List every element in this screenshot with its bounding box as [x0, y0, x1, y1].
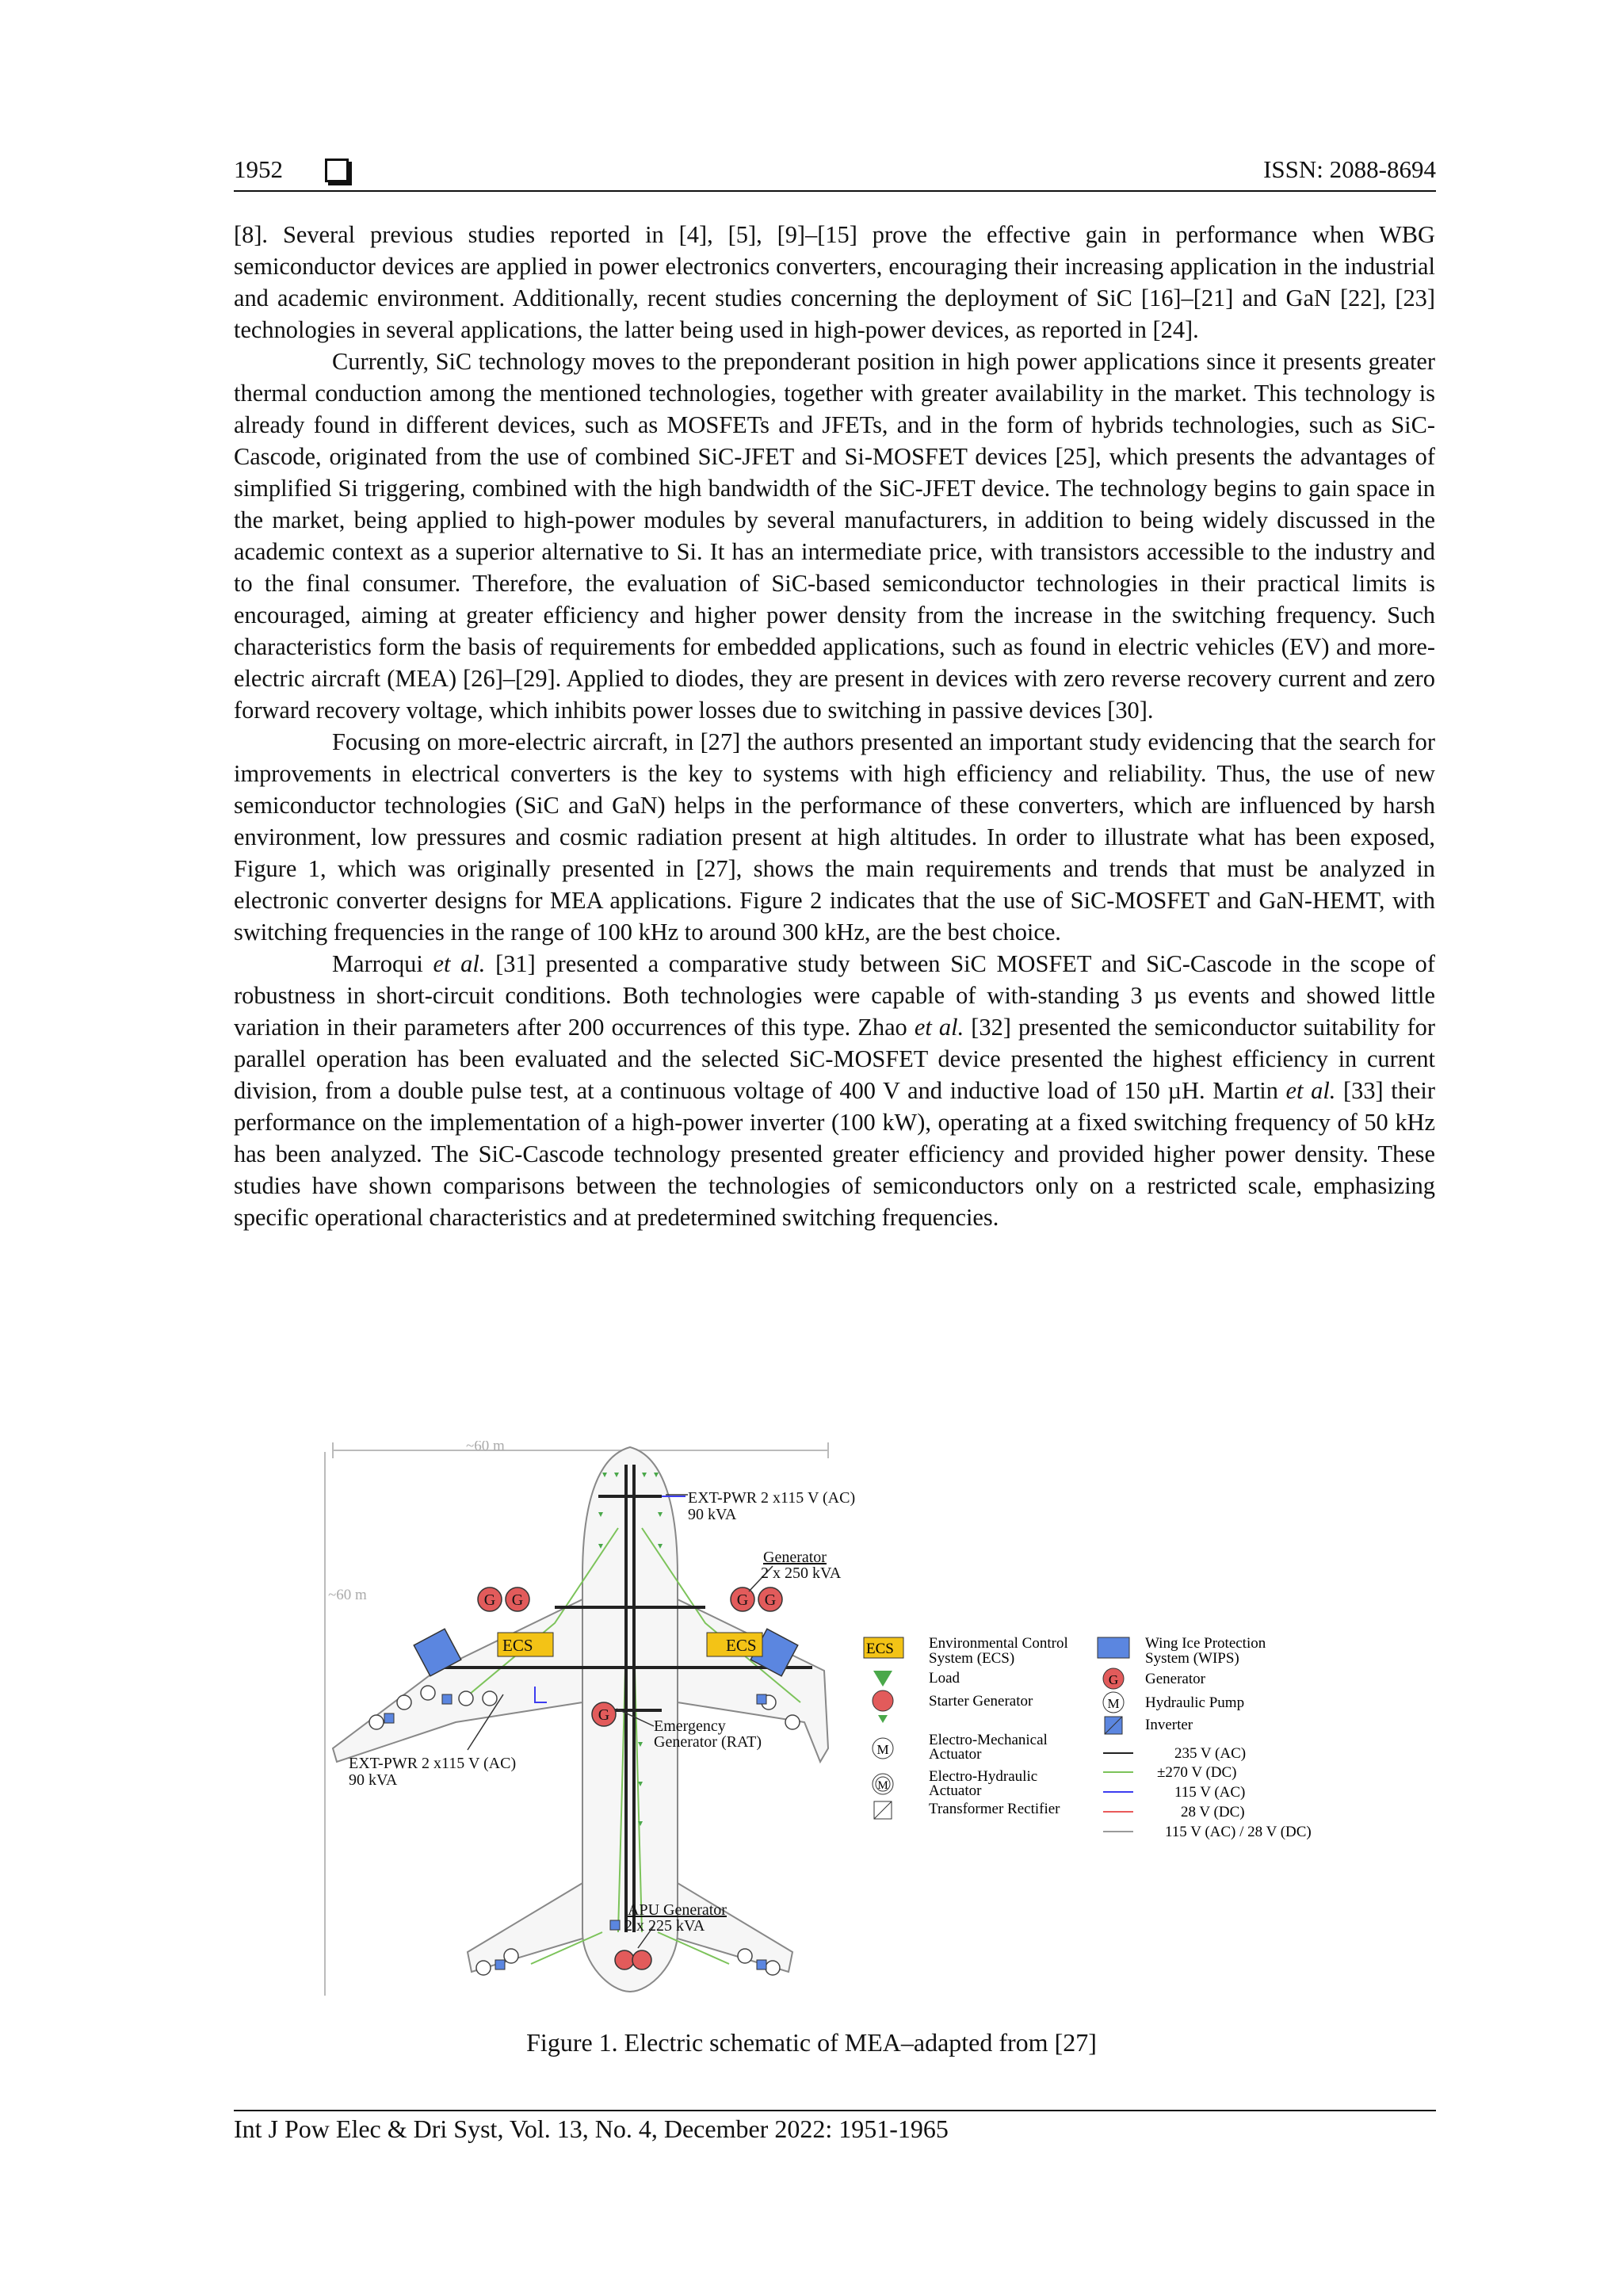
- g-symbol: G: [483, 1591, 496, 1609]
- emergency-label-line1: Emergency: [654, 1717, 726, 1735]
- ext-pwr-left-line1: EXT-PWR 2 x115 V (AC): [349, 1755, 517, 1772]
- legend-item-generator: [1103, 1668, 1206, 1689]
- text-run: [31] presented a comparative study between SiC MOSFET and SiC-Cascode in the scope of robustness in short-circuit conditions. Both technologies were capable of with-standing 3 µs events and showed little variation in their parameters after 200 occurrences of this type. Zhao: [234, 950, 1435, 1041]
- legend-item-inverter: [1105, 1717, 1193, 1734]
- body-text: [234, 219, 1435, 1233]
- etal: et al.: [1285, 1077, 1336, 1104]
- legend-label: Electro-Mechanical: [929, 1732, 1048, 1748]
- legend-line-types: [1103, 1745, 1312, 1840]
- wips-icon: [1098, 1637, 1129, 1658]
- header-rule: [234, 190, 1436, 192]
- paragraph: Currently, SiC technology moves to the preponderant position in high power applications since it presents greater thermal conduction among the mentioned technologies, together with greater availability in the market. This technology is already found in different devices, such as MOSFETs and JFETs, and in the form of hybrids technologies, such as SiC-Cascode, originated from the use of combined SiC-JFET and Si-MOSFET devices [25], which presents the advantages of simplified Si triggering, combined with the high bandwidth of the SiC-JFET device. The technology begins to gain space in the market, being applied to high-power modules by several manufacturers, in addition to being widely discussed in the academic context as a superior alternative to Si. It has an intermediate price, with transistors accessible to the industry and to the final consumer. Therefore, the evaluation of SiC-based semiconductor technologies in their practical limits is encouraged, aiming at greater efficiency and higher power density from the increase in the switching frequency. Such characteristics form the basis of requirements for embedded applications, such as found in electric vehicles (EV) and more-electric aircraft (MEA) [26]–[29]. Applied to diodes, they are present in devices with zero reverse recovery current and zero forward recovery voltage, which inhibits power losses due to switching in passive devices [30].: [234, 348, 1435, 724]
- legend-label: System (ECS): [929, 1650, 1015, 1667]
- m-symbol: M: [877, 1779, 888, 1792]
- generator-label-line2: 2 x 250 kVA: [761, 1564, 842, 1582]
- legend-item-ecs: [864, 1635, 1068, 1667]
- g-symbol: G: [764, 1591, 777, 1609]
- legend-item-starter: [873, 1690, 1033, 1723]
- legend-label: Actuator: [929, 1746, 982, 1763]
- figure-mea-schematic: [317, 1441, 1379, 2002]
- text-run: [33] their performance on the implementation of a high-power inverter (100 kW), operating at a fixed switching frequency of 50 kHz has been analyzed. The SiC-Cascode technology presented greater efficiency and provided higher power density. These studies have shown comparisons between the technologies of semiconductors only on a restricted scale, emphasizing specific operational characteristics and at predetermined switching frequencies.: [234, 1077, 1435, 1231]
- etal: et al.: [433, 950, 486, 977]
- ext-pwr-top-line2: 90 kVA: [688, 1506, 737, 1523]
- generator-label-line1: Generator: [763, 1549, 827, 1566]
- page-header: [234, 155, 1436, 192]
- square-bullet-icon: [325, 159, 349, 182]
- emergency-label-line2: Generator (RAT): [654, 1733, 762, 1751]
- page-number: 1952: [234, 155, 283, 183]
- aircraft-schematic: [317, 1441, 1379, 2002]
- ecs-label: ECS: [502, 1636, 533, 1655]
- figure-caption: Figure 1. Electric schematic of MEA–adapted from [27]: [526, 2028, 1097, 2057]
- ecs-box-right: [707, 1633, 762, 1656]
- legend-item-load: [873, 1670, 960, 1687]
- legend-item-eh-actuator: [873, 1768, 1037, 1799]
- legend-item-tr: [874, 1801, 1060, 1819]
- legend-label: Hydraulic Pump: [1145, 1694, 1245, 1711]
- g-symbol: G: [598, 1706, 610, 1724]
- paragraph: Focusing on more-electric aircraft, in [27] the authors presented an important study evidencing that the search for improvements in electrical converters is the key to systems with high efficiency and reliability. Thus, the use of new semiconductor technologies (SiC and GaN) helps in the performance of these converters, which are influenced by harsh environment, low pressures and cosmic radiation present at high altitudes. In order to illustrate what has been exposed, Figure 1, which was originally presented in [27], shows the main requirements and trends that must be analyzed in electronic converter designs for MEA applications. Figure 2 indicates that the use of SiC-MOSFET and GaN-HEMT, with switching frequencies in the range of 100 kHz to around 300 kHz, are the best choice.: [234, 728, 1435, 946]
- ext-pwr-left-line2: 90 kVA: [349, 1771, 398, 1789]
- load-icon: [873, 1671, 892, 1687]
- dim-width-label: ~60 m: [466, 1441, 505, 1454]
- legend-line-label: 115 V (AC): [1174, 1784, 1246, 1801]
- legend: [864, 1635, 1312, 1840]
- legend-label: Starter Generator: [929, 1693, 1033, 1710]
- legend-line-label: 28 V (DC): [1181, 1804, 1245, 1820]
- aircraft-outline: [333, 1447, 828, 1992]
- legend-label: Wing Ice Protection: [1145, 1635, 1266, 1652]
- legend-label: System (WIPS): [1145, 1650, 1239, 1667]
- g-symbol: G: [736, 1591, 749, 1609]
- paragraph: [234, 948, 1435, 1233]
- g-symbol: G: [1108, 1672, 1119, 1687]
- starter-generator-icon: [873, 1690, 893, 1711]
- legend-item-wips: [1098, 1635, 1266, 1667]
- ext-pwr-top-line1: EXT-PWR 2 x115 V (AC): [688, 1489, 856, 1507]
- ecs-box-left: [498, 1633, 553, 1656]
- ecs-legend-box-label: ECS: [866, 1641, 894, 1657]
- legend-label: Transformer Rectifier: [929, 1801, 1060, 1817]
- dim-length-label: ~60 m: [328, 1587, 367, 1603]
- text-run: [32] presented the semiconductor suitability for parallel operation has been evaluated and the selected SiC-MOSFET device presented the highest efficiency in current division, from a double pulse test, at a continuous voltage of 400 V and inductive load of 150 µH. Martin: [234, 1014, 1435, 1104]
- etal: et al.: [914, 1014, 964, 1041]
- legend-line-label: 235 V (AC): [1174, 1745, 1247, 1762]
- page-footer: Int J Pow Elec & Dri Syst, Vol. 13, No. 4, December 2022: 1951-1965: [234, 2115, 949, 2143]
- legend-line-label: ±270 V (DC): [1157, 1764, 1237, 1781]
- m-symbol: M: [1107, 1696, 1120, 1711]
- legend-label: Environmental Control: [929, 1635, 1068, 1652]
- legend-line-label: 115 V (AC) / 28 V (DC): [1165, 1824, 1312, 1840]
- g-symbol: G: [511, 1591, 524, 1609]
- legend-item-em-actuator: [873, 1732, 1048, 1763]
- legend-label: Generator: [1145, 1671, 1205, 1687]
- legend-label: Actuator: [929, 1782, 982, 1799]
- apu-label-line1: APU Generator: [628, 1901, 727, 1919]
- footer-rule: [234, 2110, 1436, 2111]
- ecs-label: ECS: [726, 1636, 757, 1655]
- legend-label: Inverter: [1145, 1717, 1193, 1733]
- apu-label-line2: 2 x 225 kVA: [624, 1917, 705, 1935]
- issn: ISSN: 2088-8694: [1263, 155, 1436, 183]
- paragraph: [8]. Several previous studies reported in [4], [5], [9]–[15] prove the effective gain in performance when WBG semiconductor devices are applied in power electronics converters, encouraging their increasing application in the industrial and academic environment. Additionally, recent studies concerning the deployment of SiC [16]–[21] and GaN [22], [23] technologies in several applications, the latter being used in high-power devices, as reported in [24].: [234, 221, 1435, 343]
- text-run: Marroqui: [332, 950, 433, 977]
- legend-item-pump: [1103, 1692, 1244, 1713]
- legend-label: Electro-Hydraulic: [929, 1768, 1038, 1785]
- legend-label: Load: [929, 1670, 960, 1687]
- m-symbol: M: [876, 1742, 889, 1757]
